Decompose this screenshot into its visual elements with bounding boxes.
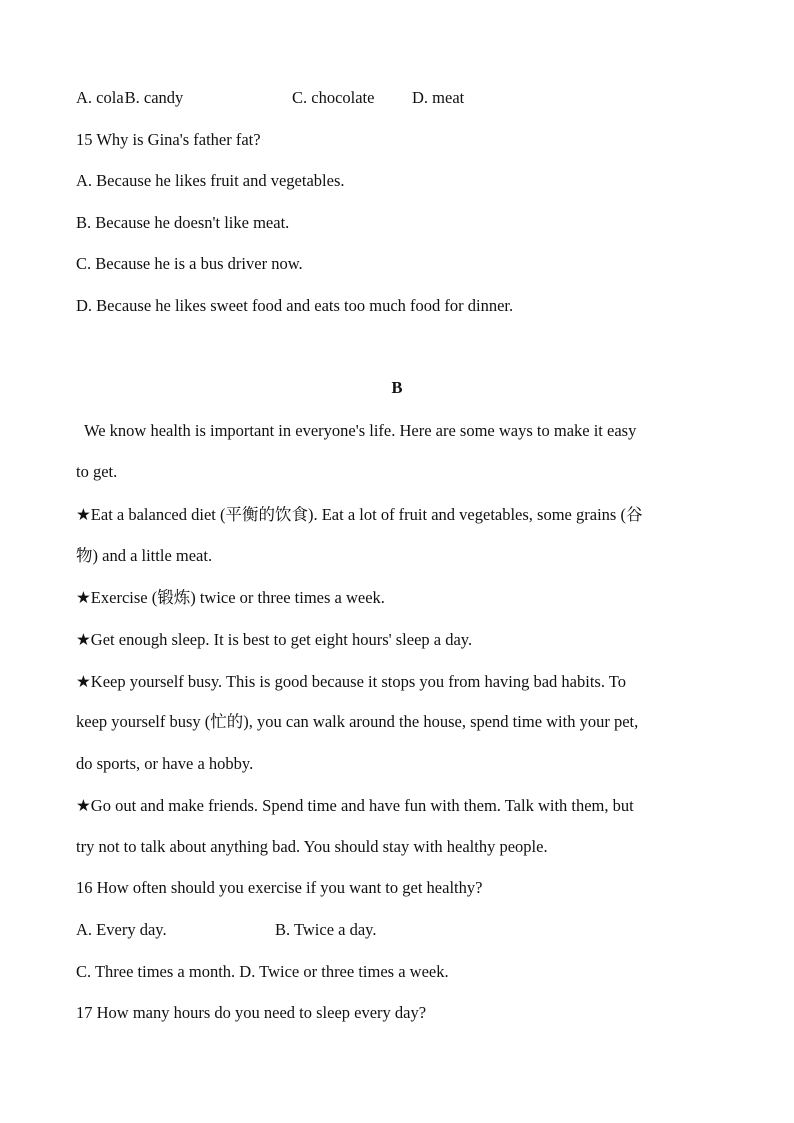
q14-option-d: D. meat	[412, 88, 465, 107]
tip-exercise: ★Exercise (锻炼) twice or three times a week.	[76, 588, 385, 607]
tip-sleep: ★Get enough sleep. It is best to get eight hours' sleep a day.	[76, 630, 473, 649]
q16-options-row2	[76, 962, 724, 982]
q14-option-c: C. chocolate	[292, 88, 375, 107]
q16-question: 16 How often should you exercise if you want to get healthy?	[76, 878, 483, 897]
q16-options-row1	[76, 920, 724, 940]
q15-option-c: C. Because he is a bus driver now.	[76, 254, 303, 273]
q15-option-b: B. Because he doesn't like meat.	[76, 213, 290, 232]
q17-question: 17 How many hours do you need to sleep every day?	[76, 1003, 427, 1022]
tip-keep-busy-line3: do sports, or have a hobby.	[76, 754, 254, 773]
q16-option-a: A. Every day.	[76, 920, 167, 939]
tip-keep-busy-line2: keep yourself busy (忙的), you can walk around the house, spend time with your pet,	[76, 712, 639, 731]
passage-intro-line1: We know health is important in everyone's life. Here are some ways to make it easy	[76, 421, 637, 440]
tip-balanced-diet-line1: ★Eat a balanced diet (平衡的饮食). Eat a lot of fruit and vegetables, some grains (谷	[76, 505, 643, 524]
q15-option-d: D. Because he likes sweet food and eats too much food for dinner.	[76, 296, 514, 315]
q14-option-a: A. cola	[76, 88, 124, 107]
q14-option-b: B. candy	[124, 88, 184, 107]
tip-make-friends-line2: try not to talk about anything bad. You should stay with healthy people.	[76, 837, 548, 856]
q16-option-b: B. Twice a day.	[275, 920, 377, 939]
section-heading: B	[391, 378, 403, 397]
tip-keep-busy-line1: ★Keep yourself busy. This is good because it stops you from having bad habits. To	[76, 672, 626, 691]
q15-question: 15 Why is Gina's father fat?	[76, 130, 261, 149]
q14-options	[76, 88, 724, 108]
q16-option-c: C. Three times a month.	[76, 962, 236, 981]
q15-option-a: A. Because he likes fruit and vegetables.	[76, 171, 345, 190]
q16-option-d: D. Twice or three times a week.	[239, 962, 449, 981]
tip-balanced-diet-line2: 物) and a little meat.	[76, 546, 213, 565]
tip-make-friends-line1: ★Go out and make friends. Spend time and have fun with them. Talk with them, but	[76, 796, 634, 815]
passage-intro-line2: to get.	[76, 462, 118, 481]
